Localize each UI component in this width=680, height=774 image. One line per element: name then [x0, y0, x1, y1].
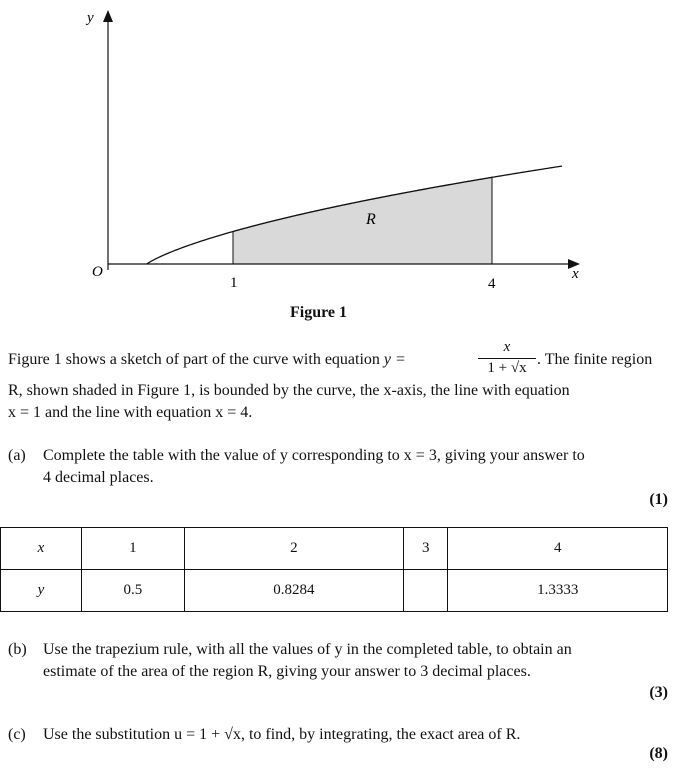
tick-label-1: 1 [230, 275, 238, 291]
figure-1 [0, 0, 680, 300]
part-a-line-2: 4 decimal places. [43, 469, 154, 486]
table-header-x: x [1, 528, 82, 570]
intro-y-eq: y = [383, 351, 406, 368]
intro-text-part2: . The finite region [537, 351, 653, 368]
table-cell-y-blank[interactable] [404, 570, 448, 612]
table-row-x [1, 528, 668, 570]
fraction-denominator: 1 + √x [487, 360, 527, 376]
table-cell-x: 1 [82, 528, 185, 570]
y-axis-label: y [87, 10, 94, 26]
part-b-marks: (3) [649, 684, 668, 701]
origin-label: O [92, 264, 103, 280]
part-b-label: (b) [8, 641, 27, 658]
table-cell-x: 2 [184, 528, 404, 570]
values-table [0, 527, 668, 612]
part-a-line-1: Complete the table with the value of y corresponding to x = 3, giving your answer to [43, 447, 585, 464]
table-cell-y: 0.8284 [184, 570, 404, 612]
part-a-marks: (1) [649, 491, 668, 508]
intro-line-2: R, shown shaded in Figure 1, is bounded by the curve, the x-axis, the line with equation [8, 382, 570, 399]
part-b-line-1: Use the trapezium rule, with all the values of y in the completed table, to obtain an [43, 641, 572, 658]
y-axis-arrow [103, 10, 113, 22]
table-cell-x: 4 [448, 528, 668, 570]
figure-caption-text: Figure 1 [290, 304, 348, 321]
table-header-y: y [1, 570, 82, 612]
part-a-label: (a) [8, 447, 26, 464]
part-c-text: Use the substitution u = 1 + √x, to find, by integrating, the exact area of R. [43, 726, 521, 743]
part-b-line-2: estimate of the area of the region R, giving your answer to 3 decimal places. [43, 663, 531, 680]
table-cell-y: 0.5 [82, 570, 185, 612]
table-cell-x: 3 [404, 528, 448, 570]
tick-label-4: 4 [488, 276, 496, 292]
part-c-label: (c) [8, 726, 26, 743]
region-label: R [366, 211, 376, 228]
fraction-numerator: x [503, 339, 511, 355]
part-c-marks: (8) [649, 745, 668, 762]
table-row-y [1, 570, 668, 612]
intro-line-3: x = 1 and the line with equation x = 4. [8, 404, 253, 421]
fraction-bar [478, 358, 536, 359]
table-cell-y: 1.3333 [448, 570, 668, 612]
x-axis-label: x [572, 266, 579, 282]
intro-text-part1: Figure 1 shows a sketch of part of the curve with equation [8, 351, 384, 368]
